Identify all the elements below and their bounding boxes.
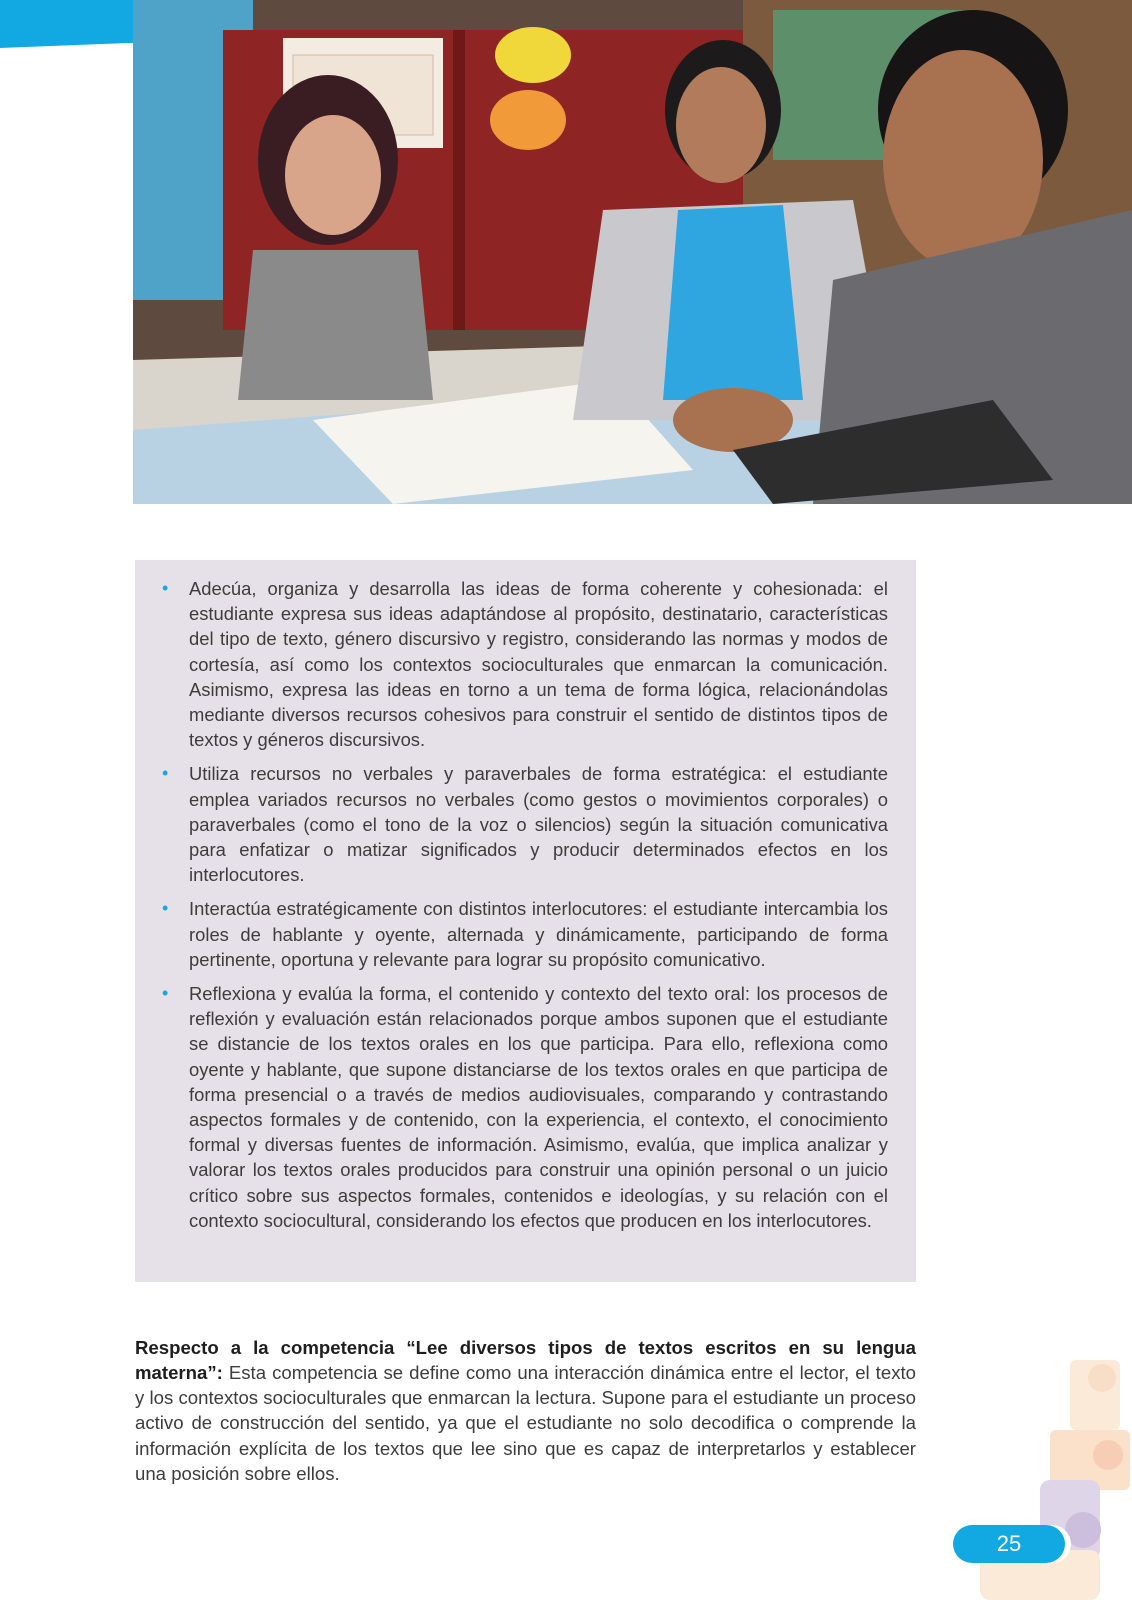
bullet-icon: • <box>162 983 169 1004</box>
list-item <box>162 981 888 1233</box>
callout-box <box>135 560 916 1282</box>
photo-students-icon <box>133 0 1132 504</box>
page-number: 25 <box>953 1525 1065 1563</box>
list-item-text: Adecúa, organiza y desarrolla las ideas de forma coherente y cohesionada: el estudiante expresa sus ideas adaptándose al propósito, destinatario, características del tipo de texto, género discursivo y registro, considerando las normas y modos de cortesía, así como los contextos socioculturales que enmarcan la comunicación. Asimismo, expresa las ideas en torno a un tema de forma lógica, relacionándolas mediante diversos recursos cohesivos para construir el sentido de distintos tipos de textos y géneros discursivos. <box>189 578 888 751</box>
bullet-icon: • <box>162 763 169 784</box>
body-paragraph <box>135 1335 916 1487</box>
list-item <box>162 576 888 752</box>
paragraph-lead: Respecto a la competencia “Lee diversos tipos de textos escritos en su lengua materna”: <box>135 1336 916 1383</box>
list-item <box>162 761 888 887</box>
list-item-text: Utiliza recursos no verbales y paraverbales de forma estratégica: el estudiante emplea variados recursos no verbales (como gestos o movimientos corporales) o paraverbales (como el tono de la voz o silencios) según la situación comunicativa para enfatizar o matizar significados y producir determinados efectos en los interlocutores. <box>189 763 888 886</box>
bullet-list <box>162 576 888 1233</box>
photo-students <box>133 0 1132 504</box>
list-item <box>162 896 888 972</box>
bullet-icon: • <box>162 578 169 598</box>
paragraph-body: Esta competencia se define como una interacción dinámica entre el lector, el texto y los contextos socioculturales que enmarcan la lectura. Supone para el estudiante un proceso activo de construcción del sentido, ya que el estudiante no solo decodifica o comprende la información explícita de los textos que lee sino que es capaz de interpretarlos y establecer una posición sobre ellos. <box>135 1361 916 1485</box>
bullet-icon: • <box>162 898 169 919</box>
list-item-text: Reflexiona y evalúa la forma, el contenido y contexto del texto oral: los procesos de reflexión y evaluación están relacionados porque ambos suponen que el estudiante se distancie de los textos orales en los que participa. Para ello, reflexiona como oyente y hablante, que supone distanciarse de los textos orales en que participa de forma presencial o a través de medios audiovisuales, comparando y contrastando aspectos formales y de contenido, con la experiencia, el contexto, el conocimiento formal y diversas fuentes de información. Asimismo, evalúa, que implica analizar y valorar los textos orales producidos para construir una opinión personal o un juicio crítico sobre sus aspectos formales, contenidos e ideologías, y su relación con el contexto sociocultural, considerando los efectos que producen en los interlocutores. <box>189 983 888 1231</box>
list-item-text: Interactúa estratégicamente con distintos interlocutores: el estudiante intercambia los roles de hablante y oyente, alternada y dinámicamente, participando de forma pertinente, oportuna y relevante para lograr su propósito comunicativo. <box>189 898 888 970</box>
